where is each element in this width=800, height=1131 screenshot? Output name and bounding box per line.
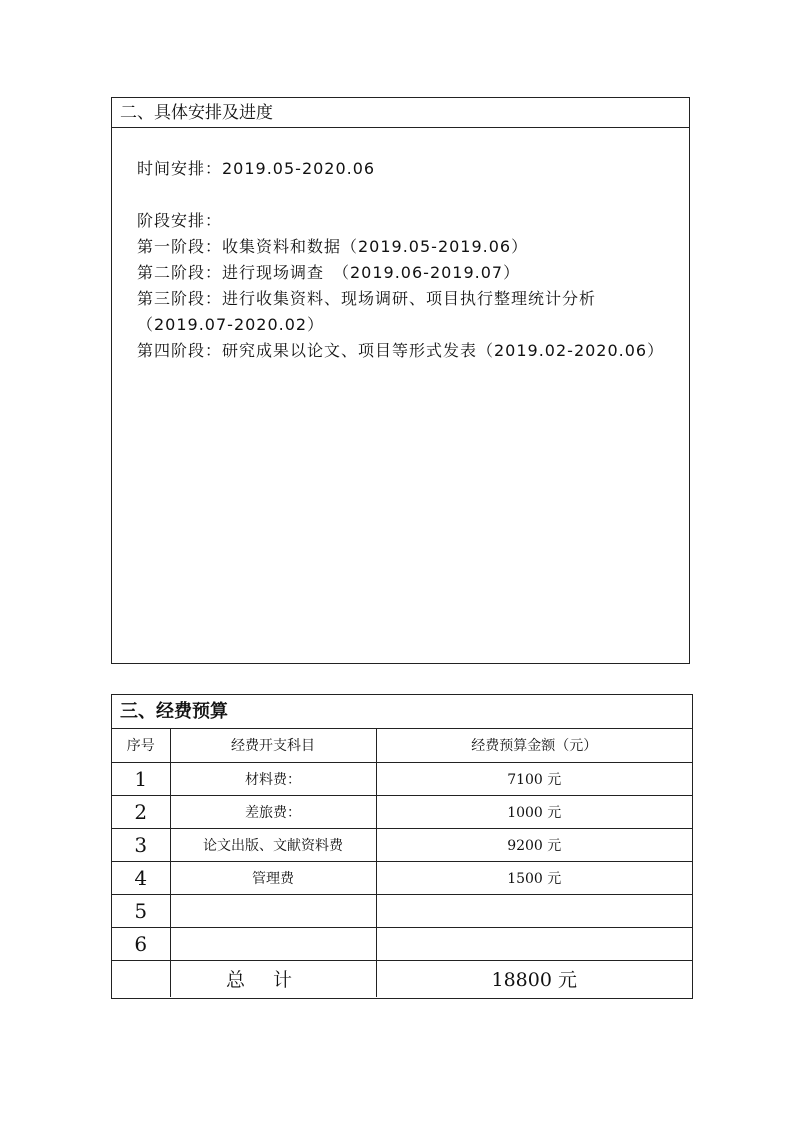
- total-empty-cell: [112, 960, 170, 997]
- budget-heading: 三、经费预算: [112, 695, 692, 729]
- budget-table: [112, 729, 692, 997]
- table-row: [112, 894, 692, 927]
- row-amount: 9200 元: [376, 828, 692, 861]
- phase-line: 第四阶段：研究成果以论文、项目等形式发表（2019.02-2020.06）: [137, 341, 665, 360]
- table-header-row: [112, 729, 692, 762]
- phase-line: （2019.07-2020.02）: [137, 315, 325, 334]
- schedule-body: [137, 156, 689, 364]
- total-row: [112, 960, 692, 997]
- phase-line: 第一阶段：收集资料和数据（2019.05-2019.06）: [137, 237, 529, 256]
- table-row: [112, 861, 692, 894]
- row-number: 3: [112, 828, 170, 861]
- row-item: [170, 894, 376, 927]
- budget-section: [111, 694, 693, 999]
- column-header: 序号: [112, 729, 170, 762]
- row-item: 差旅费：: [170, 795, 376, 828]
- column-header: 经费预算金额（元）: [376, 729, 692, 762]
- row-amount: 7100 元: [376, 762, 692, 795]
- row-item: 论文出版、文献资料费: [170, 828, 376, 861]
- table-row: [112, 795, 692, 828]
- row-item: 管理费: [170, 861, 376, 894]
- row-amount: [376, 927, 692, 960]
- total-amount: 18800 元: [376, 960, 692, 997]
- row-number: 2: [112, 795, 170, 828]
- row-number: 4: [112, 861, 170, 894]
- phase-line: 第二阶段：进行现场调查 （2019.06-2019.07）: [137, 263, 521, 282]
- row-number: 6: [112, 927, 170, 960]
- row-item: [170, 927, 376, 960]
- row-amount: 1500 元: [376, 861, 692, 894]
- row-item: 材料费：: [170, 762, 376, 795]
- row-amount: 1000 元: [376, 795, 692, 828]
- row-number: 1: [112, 762, 170, 795]
- row-amount: [376, 894, 692, 927]
- phase-line: 第三阶段：进行收集资料、现场调研、项目执行整理统计分析: [137, 289, 597, 308]
- total-label: 总计: [170, 960, 376, 997]
- schedule-section: [111, 97, 690, 664]
- column-header: 经费开支科目: [170, 729, 376, 762]
- table-row: [112, 828, 692, 861]
- schedule-heading: 二、具体安排及进度: [112, 98, 689, 128]
- time-schedule: 时间安排：2019.05-2020.06: [137, 159, 376, 178]
- phase-heading: 阶段安排：: [137, 211, 223, 230]
- table-row: [112, 762, 692, 795]
- row-number: 5: [112, 894, 170, 927]
- table-row: [112, 927, 692, 960]
